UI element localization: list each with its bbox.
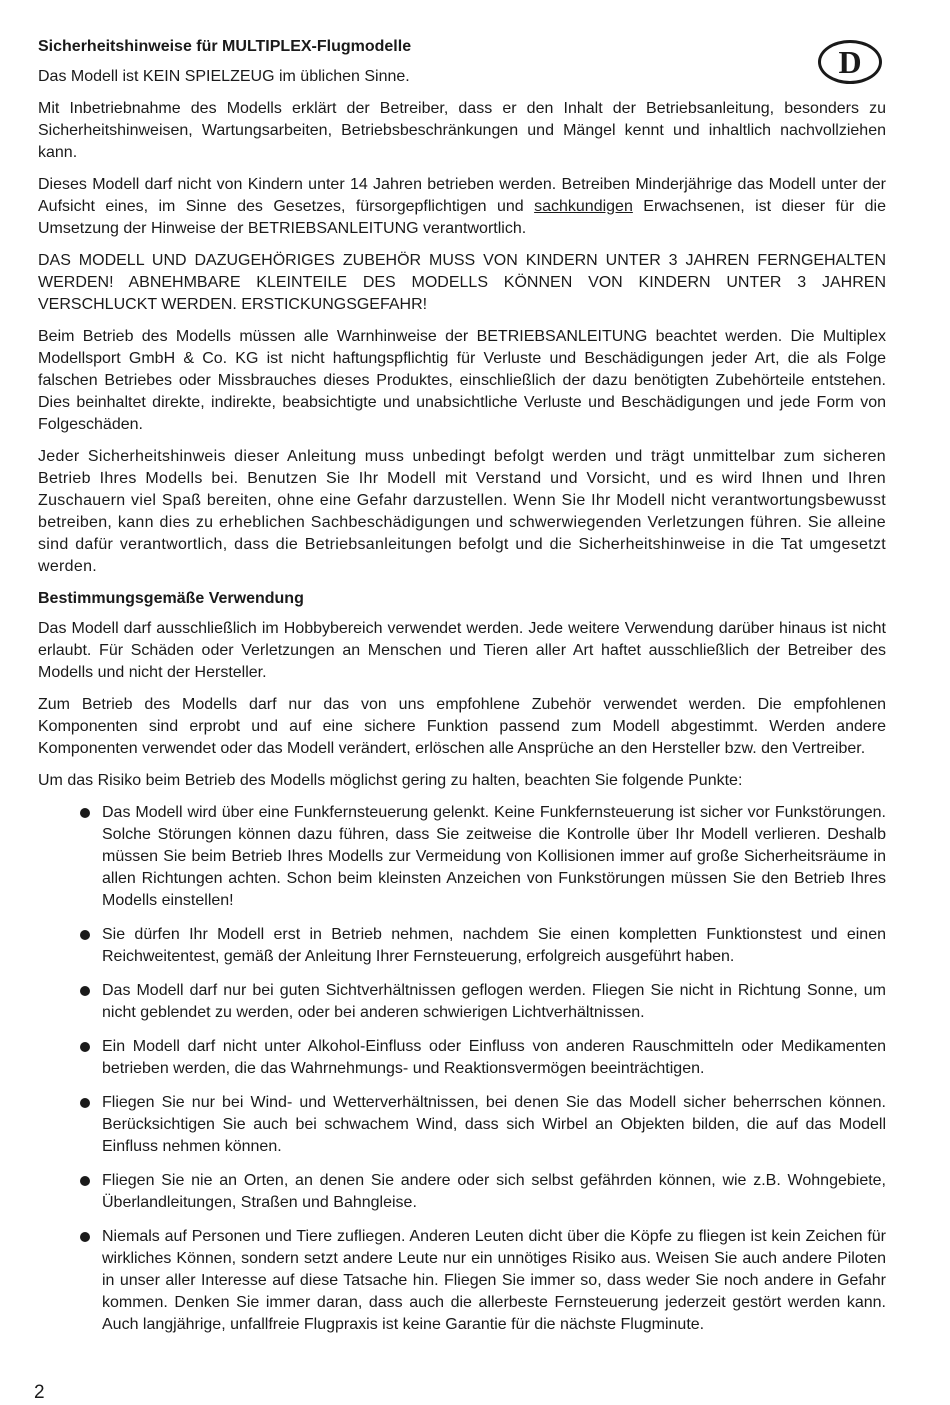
- page-number: 2: [34, 1382, 45, 1403]
- safety-bullet-list: [38, 802, 886, 1336]
- bullet-item: Ein Modell darf nicht unter Alkohol-Einfluss oder Einfluss von anderen Rauschmitteln oder Medikamenten betrieben werden, die das Wahrnehmungs- und Reaktionsvermögen beeinträchtigen.: [38, 1036, 886, 1080]
- paragraph-choking-warning: DAS MODELL UND DAZUGEHÖRIGES ZUBEHÖR MUSS VON KINDERN UNTER 3 JAHREN FERNGEHALTEN WERDEN! ABNEHMBARE KLEINTEILE DES MODELLS KÖNNEN VON KINDERN UNTER 3 JAHREN VERSCHLUCKT WERDEN. ERSTICKUNGSGEFAHR!: [38, 252, 886, 313]
- age-limit-text-b: Erwachsenen, ist dieser für die Umsetzung der Hinweise der BETRIEBSANLEITUNG verantwortlich.: [38, 198, 886, 237]
- bullet-item: Sie dürfen Ihr Modell erst in Betrieb nehmen, nachdem Sie einen kompletten Funktionstest und einen Reichweitentest, gemäß der Anleitung Ihrer Fernsteuerung, erfolgreich ausgeführt haben.: [38, 924, 886, 968]
- bullet-dot-icon: [80, 1232, 90, 1242]
- paragraph-hobby-use: Das Modell darf ausschließlich im Hobbybereich verwendet werden. Jede weitere Verwendung darüber hinaus ist nicht erlaubt. Für Schäden oder Verletzungen an Menschen und Tieren aller Art haftet ausschließlich der Betreiber des Modells und nicht der Hersteller.: [38, 620, 886, 681]
- bullet-dot-icon: [80, 1042, 90, 1052]
- paragraph-operator-declaration: Mit Inbetriebnahme des Modells erklärt der Betreiber, dass er den Inhalt der Betriebsanleitung, besonders zu Sicherheitshinweisen, Wartungsarbeiten, Betriebsbeschränkungen und Mängel kennt und inhaltlich nachvollziehen kann.: [38, 100, 886, 161]
- age-limit-underlined: sachkundigen: [534, 198, 633, 215]
- document-title: Sicherheitshinweise für MULTIPLEX-Flugmodelle: [38, 38, 412, 55]
- bullet-item: Das Modell wird über eine Funkfernsteuerung gelenkt. Keine Funkfernsteuerung ist sicher vor Funkstörungen. Solche Störungen können dazu führen, dass Sie zeitweise die Kontrolle über Ihr Modell verlieren. Deshalb müssen Sie beim Betrieb Ihres Modells zur Vermeidung von Kollisionen immer auf große Sicherheitsräume in allen Richtungen achten. Schon beim kleinsten Anzeichen von Funkstörungen müssen Sie den Betrieb Ihres Modells einstellen!: [38, 802, 886, 912]
- paragraph-not-a-toy: Das Modell ist KEIN SPIELZEUG im üblichen Sinne.: [38, 68, 410, 85]
- bullet-dot-icon: [80, 986, 90, 996]
- bullet-dot-icon: [80, 808, 90, 818]
- bullet-item: Fliegen Sie nur bei Wind- und Wetterverhältnissen, bei denen Sie das Modell sicher beherrschen können. Berücksichtigen Sie auch bei schwachem Wind, dass sich Wirbel an Objekten bilden, die auf das Modell Einfluss nehmen können.: [38, 1092, 886, 1158]
- paragraph-liability: Beim Betrieb des Modells müssen alle Warnhinweise der BETRIEBSANLEITUNG beachtet werden. Die Multiplex Modellsport GmbH & Co. KG ist nicht haftungspflichtig für Verluste und Beschädigungen jeder Art, die als Folge falschen Betriebes oder Missbrauches dieses Produktes, einschließlich der dazu benötigten Zubehörteile entstehen. Dies beinhaltet direkte, indirekte, beabsichtigte und unabsichtliche Verluste und Beschädigungen und jede Form von Folgeschäden.: [38, 328, 886, 433]
- section-heading-intended-use: Bestimmungsgemäße Verwendung: [38, 590, 304, 607]
- bullet-item: Fliegen Sie nie an Orten, an denen Sie andere oder sich selbst gefährden können, wie z.B. Wohngebiete, Überlandleitungen, Straßen und Bahngleise.: [38, 1170, 886, 1214]
- bullet-dot-icon: [80, 930, 90, 940]
- bullet-item: Das Modell darf nur bei guten Sichtverhältnissen geflogen werden. Fliegen Sie nicht in Richtung Sonne, um nicht geblendet zu werden, oder bei anderen schwierigen Lichtverhältnissen.: [38, 980, 886, 1024]
- bullet-item: Niemals auf Personen und Tiere zufliegen. Anderen Leuten dicht über die Köpfe zu fliegen ist kein Zeichen für wirkliches Können, sondern setzt andere Leute nur ein unnötiges Risiko aus. Weisen Sie auch andere Piloten in unser aller Interesse auf diese Tatsache hin. Fliegen Sie immer so, dass weder Sie noch andere in Gefahr kommen. Denken Sie immer daran, dass auch die allerbeste Fernsteuerung jederzeit gestört werden kann. Auch langjährige, unfallfreie Flugpraxis ist keine Garantie für die nächste Flugminute.: [38, 1226, 886, 1336]
- document-body: [38, 36, 886, 1348]
- paragraph-safety-advice: Jeder Sicherheitshinweis dieser Anleitung muss unbedingt befolgt werden und trägt unmittelbar zum sicheren Betrieb Ihres Modells bei. Benutzen Sie Ihr Modell mit Verstand und Vorsicht, und es wird Ihnen und Ihren Zuschauern viel Spaß bereiten, ohne eine Gefahr darzustellen. Wenn Sie Ihr Modell nicht verantwortungsbewusst betreiben, kann dies zu erheblichen Sachbeschädigungen und schwerwiegenden Verletzungen führen. Sie alleine sind dafür verantwortlich, dass die Betriebsanleitungen befolgt und die Sicherheitshinweise in die Tat umgesetzt werden.: [38, 448, 886, 575]
- bullet-dot-icon: [80, 1176, 90, 1186]
- paragraph-risk-intro: Um das Risiko beim Betrieb des Modells möglichst gering zu halten, beachten Sie folgende Punkte:: [38, 772, 743, 789]
- bullet-dot-icon: [80, 1098, 90, 1108]
- language-badge-d: D: [818, 40, 882, 84]
- paragraph-accessories: Zum Betrieb des Modells darf nur das von uns empfohlene Zubehör verwendet werden. Die empfohlenen Komponenten sind erprobt und auf eine sichere Funktion passend zum Modell abgestimmt. Werden andere Komponenten verwendet oder das Modell verändert, erlöschen alle Ansprüche an den Hersteller bzw. den Vertreiber.: [38, 696, 886, 757]
- age-limit-text-a: Dieses Modell darf nicht von Kindern unter 14 Jahren betrieben werden. Betreiben Minderjährige das Modell unter der Aufsicht eines, im Sinne des Gesetzes, fürsorgepflichtigen und: [38, 176, 886, 215]
- paragraph-age-limit: [38, 174, 886, 240]
